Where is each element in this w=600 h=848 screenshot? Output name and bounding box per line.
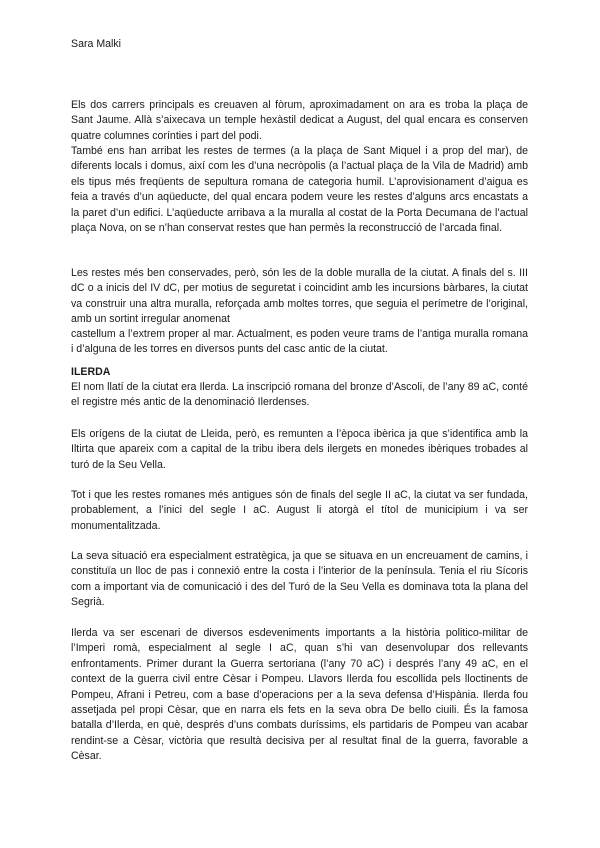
paragraph-termes: També ens han arribat les restes de termes (a la plaça de Sant Miquel i a prop del mar), de diferents locals i domus, així com les d’una necròpolis (a l’actual plaça de la Vila de Madrid) amb els tipus més freqüents de sepultura romana de categoria humil. L’aprovisionament d’aigua es feia a través d’un aqüeducte, del qual encara podem veure les restes d’alguns arcs encastats a la paret d’un edifici. L’aqüeducte arribava a la muralla al costat de la Porta Decumana de l’actual plaça Nova, on se n’han conservat restes que han permès la reconstrucció de l’arcada final. xyxy=(71,145,528,235)
paragraph-castellum: castellum a l’extrem proper al mar. Actualment, es poden veure trams de l’antiga muralla romana i d’alguna de les torres en diversos punts del casc antic de la ciutat. xyxy=(71,328,528,356)
paragraph-muralla: Les restes més ben conservades, però, són les de la doble muralla de la ciutat. A finals del s. III dC o a inicis del IV dC, per motius de seguretat i coincidint amb les incursions bàrbares, la ciutat va construir una altra muralla, reforçada amb moltes torres, que seguia el perímetre de l’original, amb un sortint irregular anomenat xyxy=(71,267,528,326)
paragraph-origens: Els orígens de la ciutat de Lleida, però, es remunten a l’època ibèrica ja que s’identifica amb la Iltirta que apareix com a capital de la tribu ibera dels ilergets en monedes ibèriques trobades al turó de la Seu Vella. xyxy=(71,428,528,471)
author-name: Sara Malki xyxy=(71,38,122,50)
paragraph-nom: El nom llatí de la ciutat era Ilerda. La inscripció romana del bronze d’Ascoli, de l’any 89 aC, conté el registre més antic de la denominació Ilerdenses. xyxy=(71,381,528,409)
paragraph-forum: Els dos carrers principals es creuaven al fòrum, aproximadament on ara es troba la plaça de Sant Jaume. Allà s’aixecava un temple hexàstil dedicat a August, del qual encara es conserven quatre columnes corínties i part del podi. xyxy=(71,99,528,142)
paragraph-restes: Tot i que les restes romanes més antigues són de finals del segle II aC, la ciutat va ser fundada, probablement, a l’inici del segle I aC. August li atorgà el títol de municipium i va ser monumentalitzada. xyxy=(71,489,528,532)
section-heading: ILERDA xyxy=(71,366,111,378)
paragraph-historia: Ilerda va ser escenari de diversos esdeveniments importants a la història politico-militar de l’Imperi romà, especialment al segle I aC, quan s’hi van desenvolupar dos rellevants enfrontaments. Primer durant la Guerra sertoriana (l’any 70 aC) i després l’any 49 aC, en el context de la guerra civil entre Cèsar i Pompeu. Llavors Ilerda fou escollida pels lloctinents de Pompeu, Afrani i Petreu, com a base d’operacions per a la seva defensa d’Hispània. Ilerda fou assetjada pel propi Cèsar, que en narra els fets en la seva obra De bello ciuili. És la famosa batalla d’Ilerda, en què, després d’uns combats duríssims, els partidaris de Pompeu van acabar rendint-se a Cèsar, victòria que resultà decisiva per al resultat final de la guerra, favorable a Cèsar. xyxy=(71,627,528,763)
paragraph-situacio: La seva situació era especialment estratègica, ja que se situava en un encreuament de camins, i constituïa un lloc de pas i connexió entre la costa i l’interior de la península. Tenia el riu Sícoris com a important via de comunicació i des del Turó de la Seu Vella es dominava tota la plana del Segrià. xyxy=(71,550,528,609)
